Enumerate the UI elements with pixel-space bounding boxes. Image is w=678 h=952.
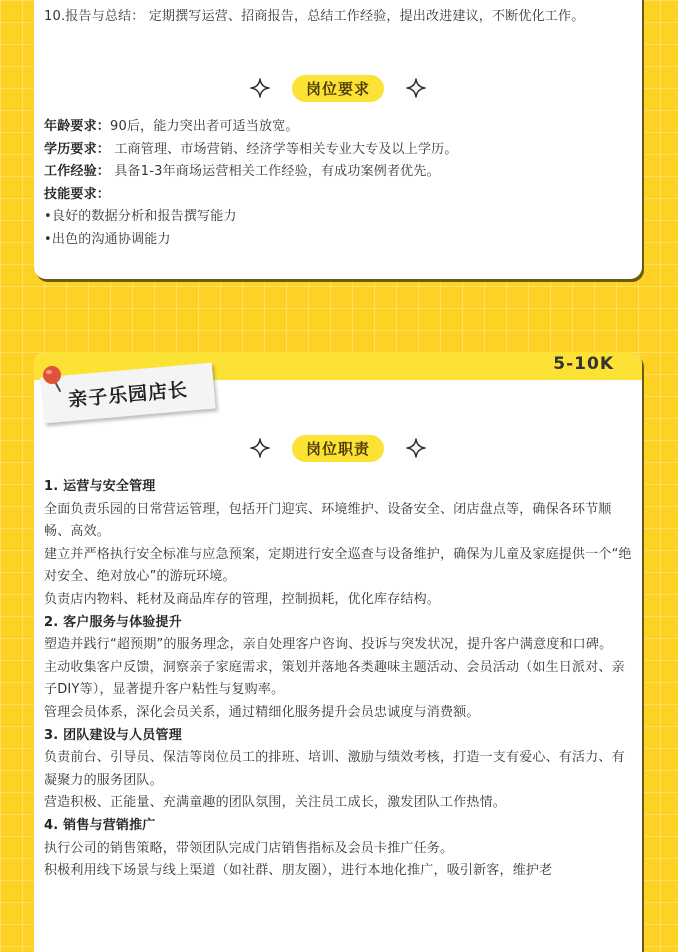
duty-paragraph: 负责前台、引导员、保洁等岗位员工的排班、培训、激励与绩效考核，打造一支有爱心、有活力、有凝聚力的服务团队。 bbox=[44, 750, 625, 788]
section-title: 1. 运营与安全管理 bbox=[44, 479, 156, 494]
age-label: 年龄要求： bbox=[44, 119, 111, 134]
duty-paragraph: 建立并严格执行安全标准与应急预案，定期进行安全巡查与设备维护，确保为儿童及家庭提供一个“绝对安全、绝对放心”的游玩环境。 bbox=[44, 546, 632, 585]
sparkle-icon bbox=[406, 438, 426, 458]
pushpin-icon bbox=[40, 364, 70, 394]
exp-requirement bbox=[44, 161, 632, 184]
requirements-title: 岗位要求 bbox=[292, 75, 384, 102]
duty-paragraph: 管理会员体系，深化会员关系，通过精细化服务提升会员忠诚度与消费额。 bbox=[44, 704, 480, 720]
job-card-kids-park-manager bbox=[34, 352, 642, 952]
job-card-mall-operations bbox=[34, 0, 642, 279]
duty-paragraph: 积极利用线下场景与线上渠道（如社群、朋友圈），进行本地化推广，吸引新客，维护老 bbox=[44, 863, 553, 879]
exp-label: 工作经验： bbox=[44, 164, 111, 180]
duty-paragraph: 营造积极、正能量、充满童趣的团队氛围，关注员工成长，激发团队工作热情。 bbox=[44, 795, 507, 811]
sparkle-icon bbox=[250, 438, 270, 458]
skill-label: 技能要求： bbox=[44, 186, 111, 202]
age-value: 90后，能力突出者可适当放宽。 bbox=[110, 119, 299, 134]
section-title: 4. 销售与营销推广 bbox=[44, 817, 156, 833]
skill-item: •良好的数据分析和报告撰写能力 bbox=[44, 209, 237, 225]
duty-paragraph: 负责店内物料、耗材及商品库存的管理，控制损耗，优化库存结构。 bbox=[44, 591, 441, 607]
exp-value: 具备1-3年商场运营相关工作经验，有成功案例者优先。 bbox=[110, 164, 440, 180]
age-requirement bbox=[44, 116, 632, 139]
sparkle-icon bbox=[250, 78, 270, 98]
salary-range: 5-10K bbox=[553, 354, 614, 374]
duties-list bbox=[44, 476, 632, 883]
duties-title: 岗位职责 bbox=[292, 435, 384, 462]
section-title: 2. 客户服务与体验提升 bbox=[44, 614, 182, 630]
job-title: 亲子乐园店长 bbox=[67, 378, 189, 411]
edu-value: 工商管理、市场营销、经济学等相关专业大专及以上学历。 bbox=[110, 141, 458, 157]
duties-header bbox=[34, 432, 642, 464]
edu-requirement bbox=[44, 139, 632, 162]
duty-paragraph: 塑造并践行“超预期”的服务理念，亲自处理客户咨询、投诉与突发状况，提升客户满意度和口碑。 bbox=[44, 637, 613, 653]
requirements-header bbox=[34, 72, 642, 104]
card1-text-top bbox=[44, 0, 632, 28]
requirements-list bbox=[44, 116, 632, 252]
edu-label: 学历要求： bbox=[44, 141, 111, 157]
section-title: 3. 团队建设与人员管理 bbox=[44, 727, 182, 743]
duty-paragraph: 全面负责乐园的日常营运管理，包括开门迎宾、环境维护、设备安全、闭店盘点等，确保各环节顺畅、高效。 bbox=[44, 501, 612, 540]
skill-item: •出色的沟通协调能力 bbox=[44, 231, 171, 247]
duty-paragraph: 执行公司的销售策略，带领团队完成门店销售指标及会员卡推广任务。 bbox=[44, 840, 454, 856]
duty-paragraph: 主动收集客户反馈，洞察亲子家庭需求，策划并落地各类趣味主题活动、会员活动（如生日派对、亲子DIY等），显著提升客户粘性与复购率。 bbox=[44, 659, 625, 698]
duty-10-report: 10.报告与总结： 定期撰写运营、招商报告，总结工作经验，提出改进建议，不断优化工作。 bbox=[44, 8, 585, 24]
sparkle-icon bbox=[406, 78, 426, 98]
